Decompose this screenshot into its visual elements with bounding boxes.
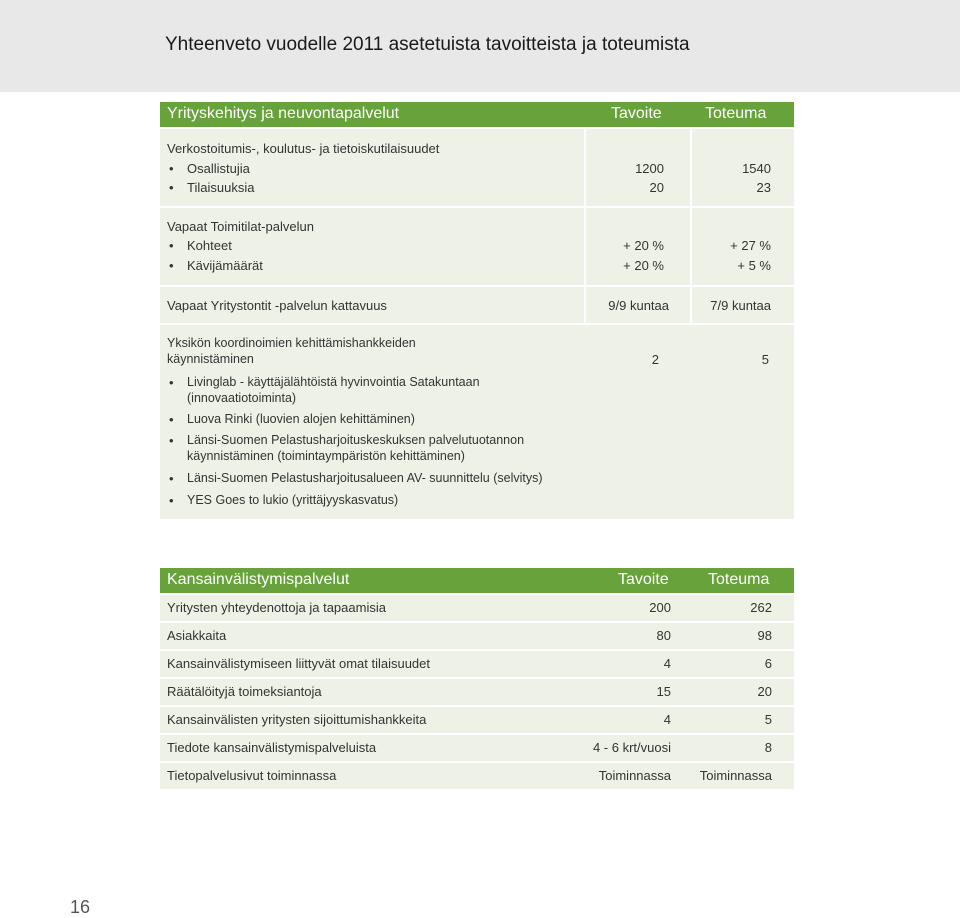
project-line1: Luova Rinki (luovien alojen kehittäminen) — [187, 412, 415, 426]
group-toimitilat — [160, 206, 794, 285]
row-tavoite: 80 — [656, 628, 671, 643]
row-toteuma: 262 — [750, 600, 772, 615]
bullet: • — [169, 471, 174, 486]
table-body — [160, 593, 794, 789]
item-toteuma: 23 — [756, 180, 771, 195]
row-label: Kansainvälistymiseen liittyvät omat tilaisuudet — [167, 656, 431, 671]
group-kehittamishankkeet — [160, 323, 794, 519]
item-tavoite: + 20 % — [623, 238, 664, 253]
bullet: • — [169, 433, 174, 448]
group-title-line1: Yksikön koordinoimien kehittämishankkeiden — [167, 336, 416, 350]
table-row — [160, 677, 794, 705]
row-tavoite: 4 — [663, 712, 671, 727]
project-line2: käynnistäminen (toimintaympäristön kehittäminen) — [187, 449, 465, 463]
table-header — [160, 568, 794, 593]
header-tavoite: Tavoite — [611, 105, 662, 122]
item-tavoite: 20 — [649, 180, 664, 195]
project-line1: Livinglab - käyttäjälähtöistä hyvinvointia Satakuntaan — [187, 375, 480, 389]
bullet: • — [169, 238, 174, 253]
bullet: • — [169, 493, 174, 508]
item-label: Tilaisuuksia — [187, 180, 255, 195]
item-toteuma: 7/9 kuntaa — [710, 298, 771, 313]
header-toteuma: Toteuma — [705, 105, 767, 122]
item-tavoite: 2 — [651, 352, 659, 367]
row-toteuma: 98 — [757, 628, 772, 643]
table-yrityskehitys — [160, 102, 794, 519]
item-tavoite: 1200 — [635, 161, 664, 176]
row-toteuma: Toiminnassa — [699, 768, 772, 783]
row-toteuma: 20 — [757, 684, 772, 699]
header-label: Yrityskehitys ja neuvontapalvelut — [167, 105, 400, 122]
row-tavoite: 4 — [663, 656, 671, 671]
table-header — [160, 102, 794, 127]
page-title: Yhteenveto vuodelle 2011 asetetuista tavoitteista ja toteumista — [165, 34, 690, 55]
table-row — [160, 733, 794, 761]
item-toteuma: 1540 — [742, 161, 771, 176]
project-line2: (innovaatiotoiminta) — [187, 391, 297, 405]
item-toteuma: 5 — [761, 352, 769, 367]
row-toteuma: 8 — [764, 740, 772, 755]
item-label: Kävijämäärät — [187, 258, 263, 273]
bullet: • — [169, 412, 174, 427]
bullet: • — [169, 180, 174, 195]
row-label: Tietopalvelusivut toiminnassa — [167, 768, 337, 783]
row-tavoite: Toiminnassa — [598, 768, 671, 783]
page-number: 16 — [70, 897, 91, 917]
table-row — [160, 621, 794, 649]
item-tavoite: 9/9 kuntaa — [608, 298, 669, 313]
row-tavoite: 15 — [656, 684, 671, 699]
project-line1: Länsi-Suomen Pelastusharjoituskeskuksen palvelutuotannon — [187, 433, 525, 447]
item-label: Vapaat Yritystontit -palvelun kattavuus — [167, 298, 387, 313]
item-label: Kohteet — [187, 238, 232, 253]
row-tavoite: 200 — [649, 600, 671, 615]
group-verkostoitumis — [160, 127, 794, 206]
group-yritystontit — [160, 285, 794, 323]
bullet: • — [169, 161, 174, 176]
item-toteuma: + 27 % — [730, 238, 771, 253]
project-line1: Länsi-Suomen Pelastusharjoitusalueen AV- suunnittelu (selvitys) — [187, 471, 543, 485]
row-toteuma: 6 — [764, 656, 772, 671]
header-label: Kansainvälistymispalvelut — [167, 571, 350, 588]
row-label: Räätälöityjä toimeksiantoja — [167, 684, 322, 699]
row-toteuma: 5 — [764, 712, 772, 727]
table-row — [160, 593, 794, 621]
row-tavoite: 4 - 6 krt/vuosi — [592, 740, 671, 755]
header-tavoite: Tavoite — [618, 571, 669, 588]
group-title-line2: käynnistäminen — [167, 352, 254, 366]
row-label: Asiakkaita — [167, 628, 227, 643]
table-kansainvalistyminen — [160, 568, 794, 789]
table-row — [160, 761, 794, 789]
bullet: • — [169, 375, 174, 390]
row-label: Yritysten yhteydenottoja ja tapaamisia — [167, 600, 386, 615]
group-title: Vapaat Toimitilat-palvelun — [167, 219, 314, 234]
group-title: Verkostoitumis-, koulutus- ja tietoiskutilaisuudet — [167, 141, 440, 156]
item-toteuma: + 5 % — [737, 258, 771, 273]
bullet: • — [169, 258, 174, 273]
project-line1: YES Goes to lukio (yrittäjyyskasvatus) — [187, 493, 399, 507]
table-row — [160, 705, 794, 733]
row-label: Kansainvälisten yritysten sijoittumishankkeita — [167, 712, 427, 727]
row-label: Tiedote kansainvälistymispalveluista — [167, 740, 377, 755]
item-tavoite: + 20 % — [623, 258, 664, 273]
header-toteuma: Toteuma — [708, 571, 770, 588]
table-row — [160, 649, 794, 677]
item-label: Osallistujia — [187, 161, 250, 176]
